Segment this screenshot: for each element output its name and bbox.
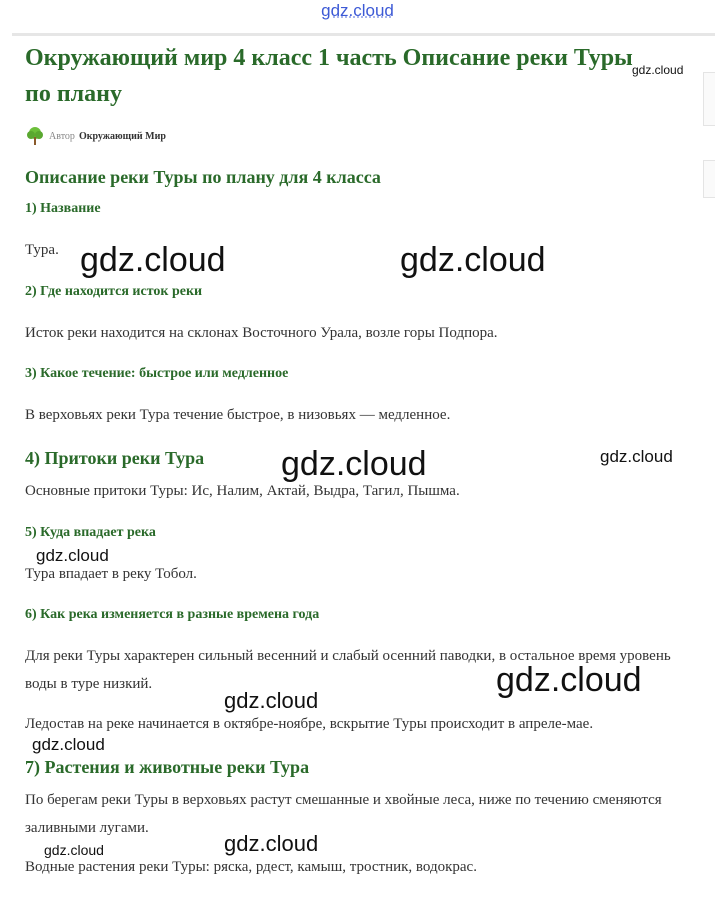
section-text: В верховьях реки Тура течение быстрое, в низовьях — медленное. [25, 407, 451, 423]
section-text: Ледостав на реке начинается в октябре-ноябре, вскрытие Туры происходит в апреле-мае. [25, 716, 594, 732]
section-heading: 5) Куда впадает река [25, 525, 156, 540]
sidebar-edge [703, 160, 715, 198]
section-text: Для реки Туры характерен сильный весенний и слабый осенний паводки, в остальное время уровень воды в туре низкий. [25, 648, 671, 692]
section-text: По берегам реки Туры в верховьях растут смешанные и хвойные леса, ниже по течению сменяются заливными лугами. [25, 792, 662, 836]
watermark: gdz.cloud [600, 447, 673, 466]
author-prefix: Автор [49, 130, 75, 142]
tree-icon [25, 126, 45, 146]
section-heading: 1) Название [25, 201, 101, 216]
section-text: Исток реки находится на склонах Восточного Урала, возле горы Подпора. [25, 325, 498, 341]
section-text: Основные притоки Туры: Ис, Налим, Актай, Выдра, Тагил, Пышма. [25, 483, 460, 499]
author-line [25, 125, 166, 147]
sidebar-edge [703, 72, 715, 126]
site-watermark[interactable]: gdz.cloud [321, 1, 394, 20]
watermark: gdz.cloud [400, 241, 546, 279]
section-heading: 7) Растения и животные реки Тура [25, 757, 310, 777]
section-heading: 2) Где находится исток реки [25, 284, 203, 299]
watermark: gdz.cloud [496, 661, 642, 699]
author-name[interactable]: Окружающий Мир [78, 130, 166, 142]
watermark: gdz.cloud [224, 688, 319, 713]
watermark: gdz.cloud [632, 63, 684, 77]
watermark: gdz.cloud [224, 831, 319, 856]
page-title: Окружающий мир 4 класс 1 часть Описание реки Туры по плану [25, 45, 633, 107]
watermark: gdz.cloud [36, 546, 109, 565]
watermark: gdz.cloud [80, 241, 226, 279]
section-text: Тура. [25, 242, 59, 258]
watermark: gdz.cloud [44, 842, 104, 858]
section-heading: 3) Какое течение: быстрое или медленное [25, 366, 289, 381]
header-divider [12, 33, 715, 36]
section-heading: 4) Притоки реки Тура [25, 448, 205, 468]
section-text: Тура впадает в реку Тобол. [25, 566, 197, 582]
article-heading: Описание реки Туры по плану для 4 класса [25, 167, 381, 187]
watermark: gdz.cloud [32, 735, 105, 754]
watermark: gdz.cloud [281, 445, 427, 483]
section-text: Водные растения реки Туры: ряска, рдест, камыш, тростник, водокрас. [25, 859, 477, 875]
section-heading: 6) Как река изменяется в разные времена года [25, 607, 320, 622]
